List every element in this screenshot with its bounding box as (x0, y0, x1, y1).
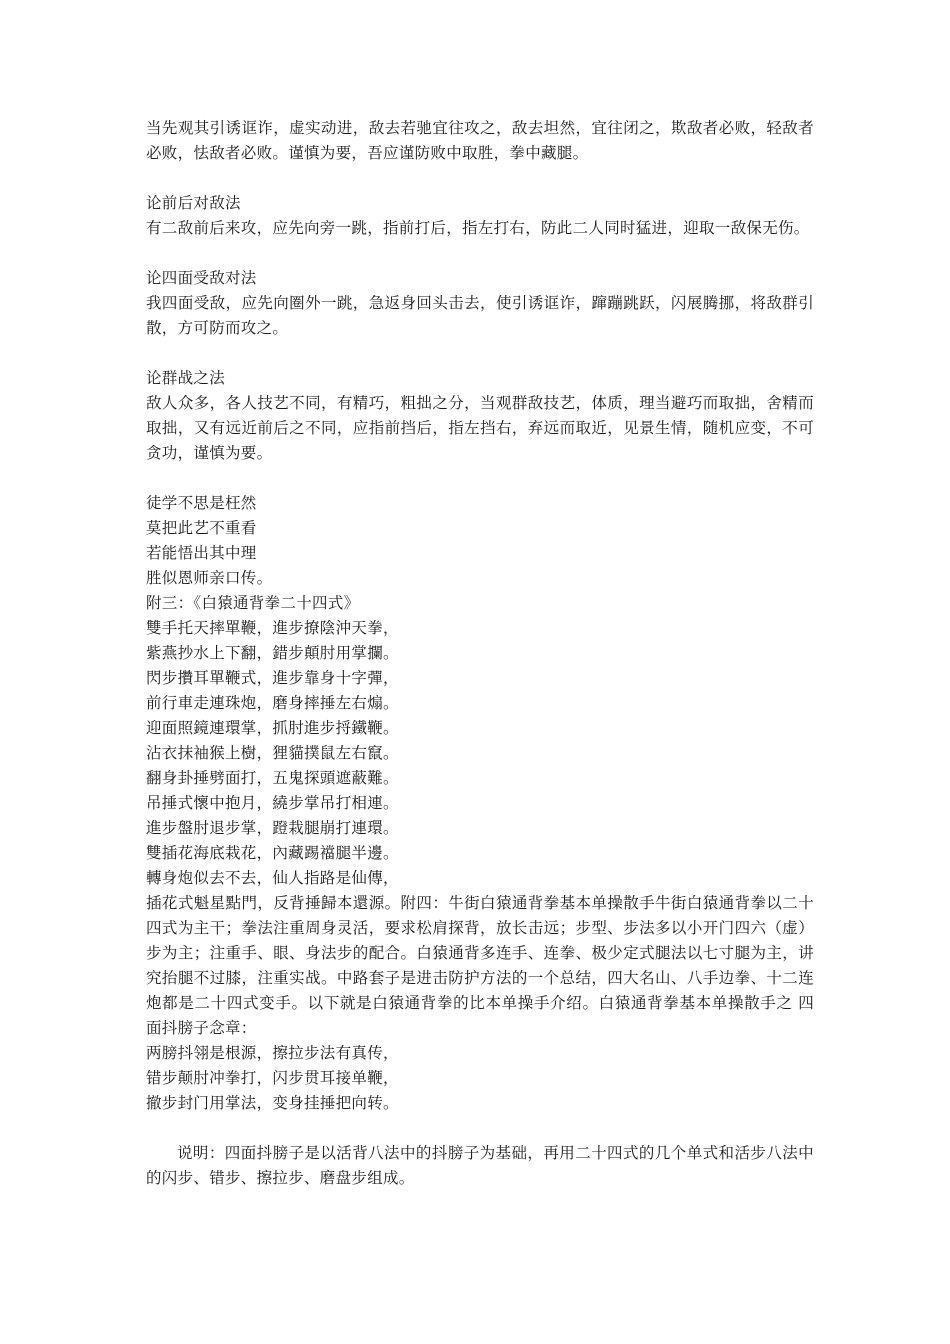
poem-line: 胜似恩师亲口传。 (146, 569, 273, 587)
verse-line: 轉身炮似去不去，仙人指路是仙傳， (146, 869, 399, 887)
spacer (146, 166, 814, 191)
verse-line: 翻身卦捶劈面打，五鬼探頭遮蔽難。 (146, 769, 399, 787)
verse-line: 紫燕抄水上下翻，錯步顛肘用掌攔。 (146, 644, 399, 662)
appendix-title: 附三：《白猿通背拳二十四式》 (146, 594, 360, 612)
spacer (146, 466, 814, 491)
verse-line: 閃步攢耳單鞭式，進步靠身十字彈， (146, 669, 399, 687)
verse-line: 進步盤肘退步掌，蹬栽腿崩打連環。 (146, 819, 399, 837)
appendix4-paragraph: 插花式魁星點門，反背捶歸本還源。附四：牛街白猿通背拳基本单操散手牛街白猿通背拳以二十四式为主干；拳法注重周身灵活，要求松肩探背，放长击远；步型、步法多以小开门四六（虚）步为主；注重手、眼、身法步的配合。白猿通背多连手、连拳、极少定式腿法以七寸腿为主，讲究抬腿不过膝，注重实战。中路套子是进击防护方法的一个总结，四大名山、八手边拳、十二连炮都是二十四式变手。以下就是白猿通背拳的比本单操手介绍。白猿通背拳基本单操散手之 四面抖膀子念章： (146, 894, 814, 1037)
section-heading: 论四面受敌对法 (146, 269, 257, 287)
poem-line: 若能悟出其中理 (146, 544, 257, 562)
section-body: 有二敌前后来攻，应先向旁一跳，指前打后，指左打右，防此二人同时猛进，迎取一敌保无伤。 (146, 219, 810, 237)
spacer (146, 241, 814, 266)
section-body: 敌人众多，各人技艺不同，有精巧，粗拙之分，当观群敌技艺，体质，理当避巧而取拙，舍精而取拙，又有远近前后之不同，应指前挡后，指左挡右，弃远而取近，见景生情，随机应变，不可贪功，谨慎为要。 (146, 394, 814, 462)
section-body: 我四面受敌，应先向圈外一跳，急返身回头击去，使引诱诓诈，蹿蹦跳跃，闪展腾挪，将敌群引散，方可防而攻之。 (146, 294, 814, 337)
chant-line: 错步颠肘冲拳打，闪步贯耳接单鞭， (146, 1069, 399, 1087)
section-heading: 论群战之法 (146, 369, 226, 387)
section-heading: 论前后对敌法 (146, 194, 241, 212)
spacer (146, 341, 814, 366)
explanation-paragraph: 说明：四面抖膀子是以活背八法中的抖膀子为基础，再用二十四式的几个单式和活步八法中的闪步、错步、擦拉步、磨盘步组成。 (146, 1144, 814, 1187)
verse-line: 迎面照鏡連環掌，抓肘進步捋鐵鞭。 (146, 719, 399, 737)
chant-line: 撤步封门用掌法，变身挂捶把向转。 (146, 1094, 399, 1112)
verse-line: 雙手托天摔單鞭，進步撩陰沖天拳， (146, 619, 399, 637)
poem-line: 徒学不思是枉然 (146, 494, 257, 512)
verse-line: 雙插花海底栽花，內藏踢襠腿半邊。 (146, 844, 399, 862)
poem-line: 莫把此艺不重看 (146, 519, 257, 537)
chant-line: 两膀抖翎是根源，擦拉步法有真传， (146, 1044, 399, 1062)
verse-line: 沾衣抹袖猴上樹，狸貓撲鼠左右竄。 (146, 744, 399, 762)
document-page (146, 116, 814, 1191)
verse-line: 前行車走連珠炮，磨身摔捶左右煽。 (146, 694, 399, 712)
spacer (146, 1116, 814, 1141)
intro-paragraph: 当先观其引诱诓诈，虚实动进，敌去若驰宜往攻之，敌去坦然，宜往闭之，欺敌者必败，轻敌者必败，怯敌者必败。谨慎为要，吾应谨防败中取胜，拳中藏腿。 (146, 119, 814, 162)
verse-line: 吊捶式懷中抱月，繞步掌吊打相連。 (146, 794, 399, 812)
